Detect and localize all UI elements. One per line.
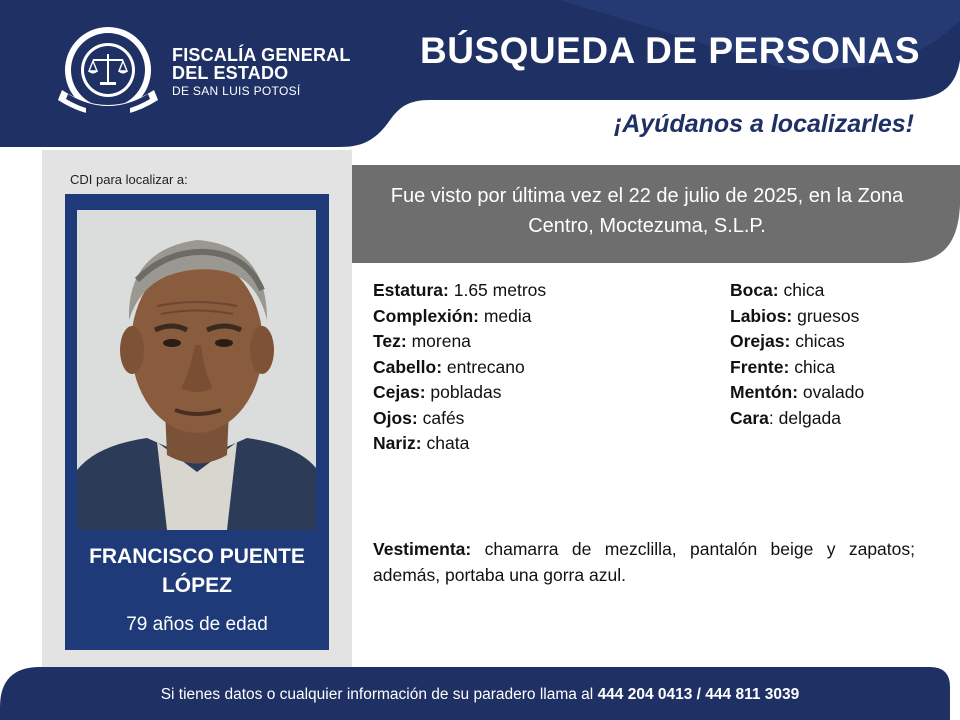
traits-column-2 xyxy=(730,278,864,431)
footer-message: Si tienes datos o cualquier información de su paradero llama al xyxy=(160,686,594,703)
trait-boca: Boca: chica xyxy=(730,280,825,300)
trait-nariz: Nariz: chata xyxy=(373,433,470,453)
trait-orejas: Orejas: chicas xyxy=(730,331,845,351)
footer-contact xyxy=(0,686,960,704)
trait-ojos: Ojos: cafés xyxy=(373,407,465,428)
page-title: BÚSQUEDA DE PERSONAS xyxy=(420,30,920,71)
org-line-1: FISCALÍA GENERAL xyxy=(172,45,351,65)
scales-of-justice-seal-icon xyxy=(52,24,168,124)
trait-complexion: Complexión: media xyxy=(373,305,532,326)
clothing-label: Vestimenta: xyxy=(373,539,472,559)
trait-menton: Mentón: ovalado xyxy=(730,382,865,402)
last-seen-text: Fue visto por última vez el 22 de julio de 2025, en la Zona Centro, Moctezuma, S.L.P. xyxy=(390,185,904,237)
slogan: ¡Ayúdanos a localizarles! xyxy=(613,110,914,138)
cdi-label: CDI para localizar a: xyxy=(70,172,188,187)
org-line-2: DEL ESTADO xyxy=(172,63,289,83)
organization-name xyxy=(172,46,351,97)
clothing-value: chamarra de mezclilla, pantalón beige y zapatos; además, portaba una gorra azul. xyxy=(373,539,915,585)
footer-phones[interactable]: 444 204 0413 / 444 811 3039 xyxy=(597,686,800,703)
trait-cabello: Cabello: entrecano xyxy=(373,356,525,377)
traits-column-1 xyxy=(373,278,546,457)
person-portrait-image xyxy=(77,210,316,530)
header xyxy=(0,0,960,150)
person-name: FRANCISCO PUENTE LÓPEZ xyxy=(89,545,305,597)
org-line-3: DE SAN LUIS POTOSÍ xyxy=(172,84,301,98)
fiscalia-logo xyxy=(52,24,168,124)
person-age: 79 años de edad xyxy=(126,614,268,635)
trait-tez: Tez: morena xyxy=(373,331,471,351)
trait-labios: Labios: gruesos xyxy=(730,305,860,326)
trait-estatura: Estatura: 1.65 metros xyxy=(373,280,547,300)
person-photo xyxy=(77,210,316,530)
trait-frente: Frente: chica xyxy=(730,356,836,377)
trait-cejas: Cejas: pobladas xyxy=(373,382,502,402)
clothing-description xyxy=(373,536,915,588)
trait-cara: Cara: delgada xyxy=(730,407,841,428)
